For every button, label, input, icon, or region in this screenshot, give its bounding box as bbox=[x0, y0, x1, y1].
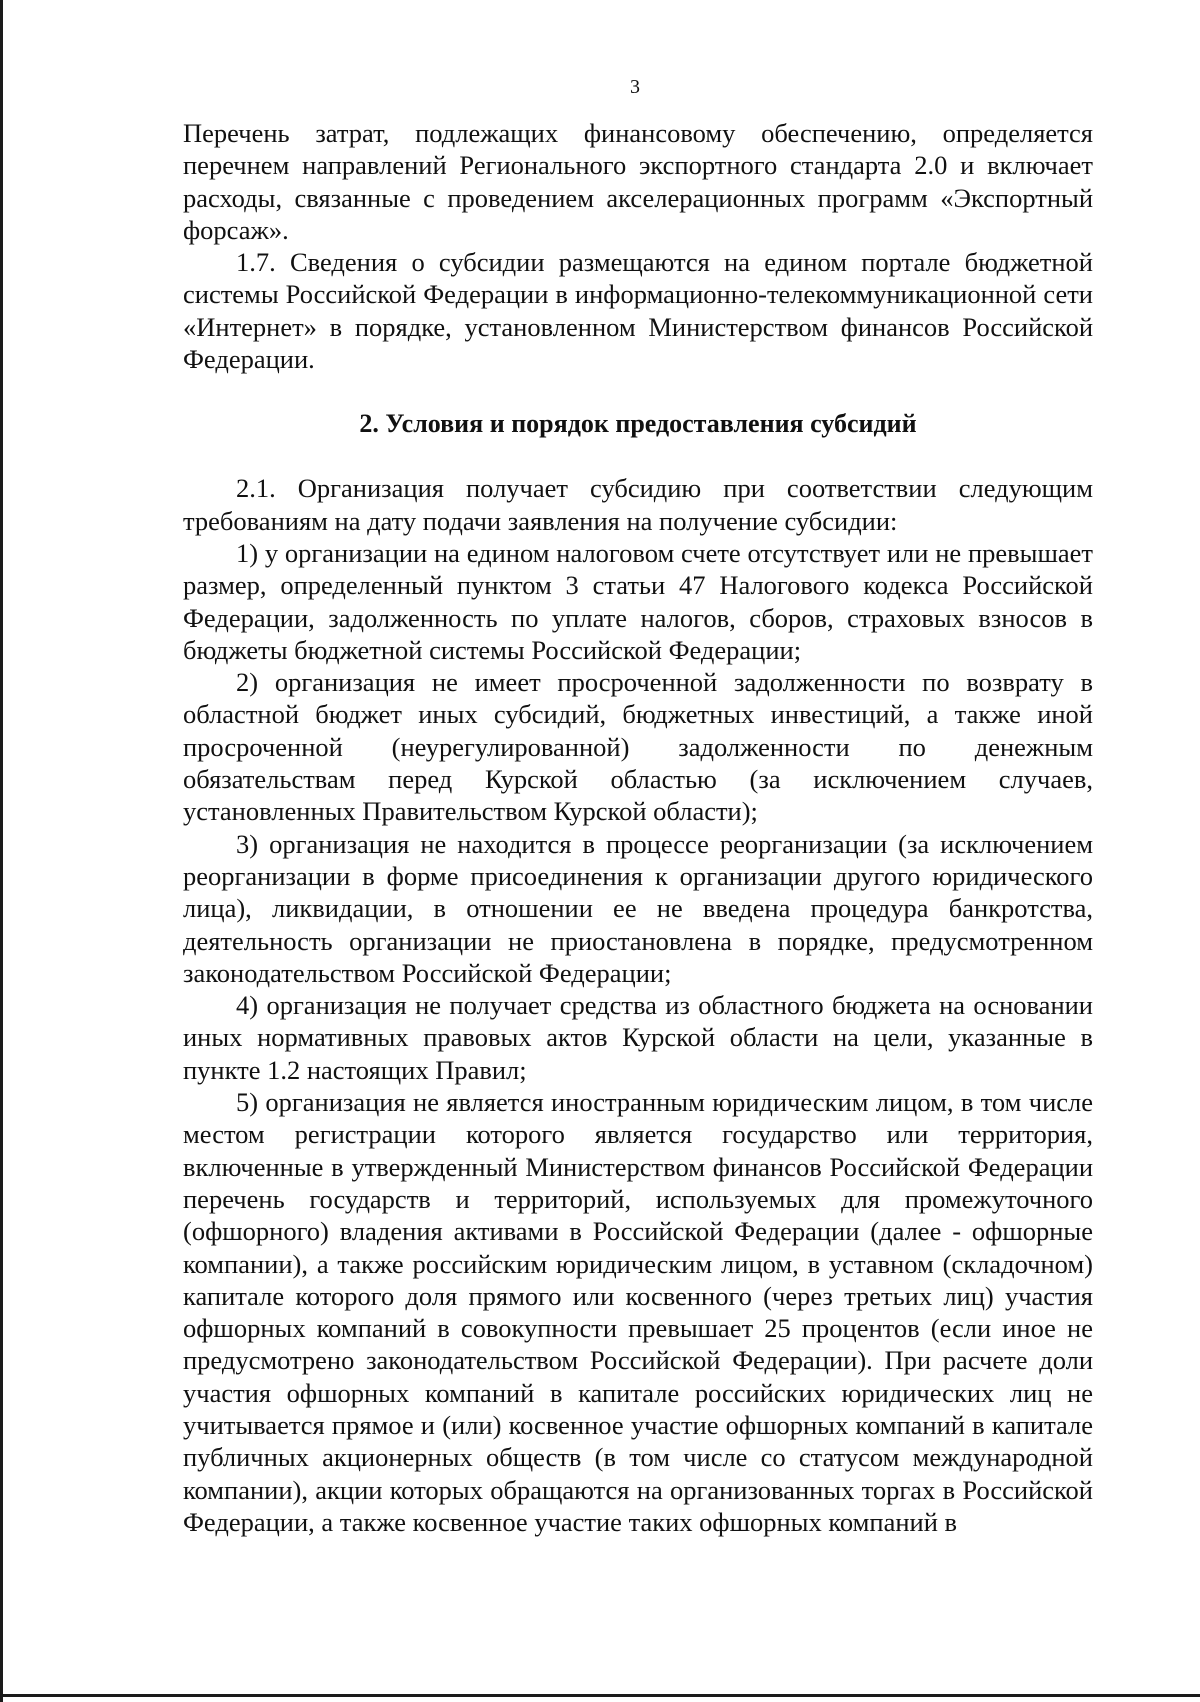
page-number: 3 bbox=[630, 76, 640, 98]
paragraph-expense-list: Перечень затрат, подлежащих финансовому обеспечению, определяется перечнем направлений Регионального экспортного стандарта 2.0 и включает расходы, связанные с проведением акселерационных программ «Экспортный форсаж». bbox=[183, 118, 1093, 245]
list-item-2: 2) организация не имеет просроченной задолженности по возврату в областной бюджет иных субсидий, бюджетных инвестиций, а также иной просроченной (неурегулированной) задолженности по денежным обязательствам перед Курской областью (за исключением случаев, установленных Правительством Курской области); bbox=[183, 667, 1093, 827]
list-item-4: 4) организация не получает средства из областного бюджета на основании иных нормативных правовых актов Курской области на цели, указанные в пункте 1.2 настоящих Правил; bbox=[183, 990, 1093, 1085]
scan-edge-left bbox=[0, 0, 3, 1702]
list-item-5: 5) организация не является иностранным юридическим лицом, в том числе местом регистрации которого является государство или территория, включенные в утвержденный Министерством финансов Российской Федерации перечень государств и территорий, используемых для промежуточного (офшорного) владения активами в Российской Федерации (далее - офшорные компании), а также российским юридическим лицом, в уставном (складочном) капитале которого доля прямого или косвенного (через третьих лиц) участия офшорных компаний в совокупности превышает 25 процентов (если иное не предусмотрено законодательством Российской Федерации). При расчете доли участия офшорных компаний в капитале российских юридических лиц не учитывается прямое и (или) косвенное участие офшорных компаний в капитале публичных акционерных обществ (в том числе со статусом международной компании), акции которых обращаются на организованных торгах в Российской Федерации, а также косвенное участие таких офшорных компаний в bbox=[183, 1087, 1093, 1537]
section-heading: 2. Условия и порядок предоставления субсидий bbox=[359, 409, 917, 439]
list-item-3: 3) организация не находится в процессе реорганизации (за исключением реорганизации в форме присоединения к организации другого юридического лица), ликвидации, в отношении ее не введена процедура банкротства, деятельность организации не приостановлена в порядке, предусмотренном законодательством Российской Федерации; bbox=[183, 828, 1093, 988]
paragraph-2-1: 2.1. Организация получает субсидию при соответствии следующим требованиям на дату подачи заявления на получение субсидии: bbox=[183, 473, 1093, 536]
paragraph-1-7: 1.7. Сведения о субсидии размещаются на едином портале бюджетной системы Российской Федерации в информационно-телекоммуникационной сети «Интернет» в порядке, установленном Министерством финансов Российской Федерации. bbox=[183, 247, 1093, 375]
list-item-1: 1) у организации на едином налоговом счете отсутствует или не превышает размер, определенный пунктом 3 статьи 47 Налогового кодекса Российской Федерации, задолженность по уплате налогов, сборов, страховых взносов в бюджеты бюджетной системы Российской Федерации; bbox=[183, 537, 1093, 665]
document-body bbox=[183, 117, 1093, 1538]
scan-edge-bottom bbox=[0, 1694, 1200, 1697]
